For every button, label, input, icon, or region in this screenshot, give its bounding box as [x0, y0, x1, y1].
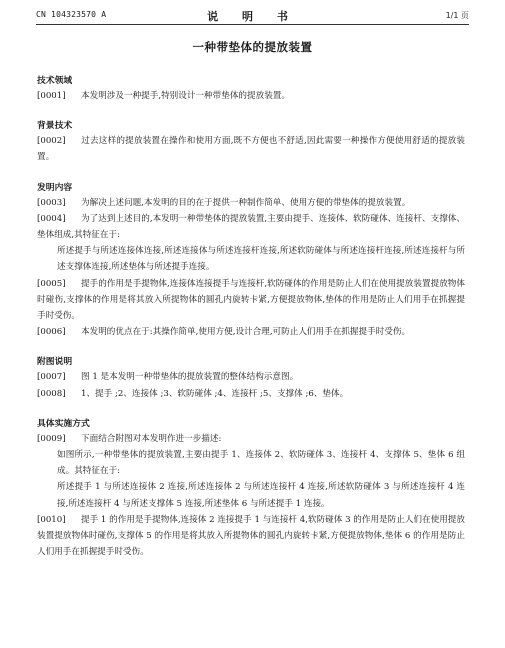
paragraph — [37, 133, 465, 165]
section-heading: 发明内容 — [37, 182, 73, 193]
paragraph — [37, 512, 465, 561]
paragraph — [37, 479, 465, 511]
paragraph-text: 为解决上述问题,本发明的目的在于提供一种制作简单、使用方便的带垫体的提放装置。 — [81, 197, 411, 208]
paragraph-number: [0007] — [37, 372, 66, 383]
paragraph-number: [0001] — [37, 91, 66, 101]
paragraph-number: [0008] — [37, 388, 66, 399]
paragraph-number: [0003] — [37, 197, 66, 208]
header-rule — [36, 24, 469, 25]
paragraph-text: 所述提手与所述连接体连接,所述连接体与所述连接杆连接,所述软防碰体与所述连接杆连接,所述连接杆与所述支撑体连接,所述垫体与所述提手连接。 — [57, 246, 465, 273]
section-heading: 背景技术 — [37, 121, 73, 132]
paragraph-number: [0009] — [37, 433, 66, 444]
document-title: 一种带垫体的提放装置 — [192, 40, 313, 54]
paragraph — [37, 447, 465, 479]
paragraph-number: [0010] — [37, 514, 66, 525]
paragraph-text: 1、提手 ;2、连接体 ;3、软防碰体 ;4、连接杆 ;5、支撑体 ;6、垫体。 — [81, 388, 349, 399]
section-heading: 附图说明 — [37, 357, 73, 368]
paragraph-text: 提手 1 的作用是手提物体,连接体 2 连接提手 1 与连接杆 4,软防碰体 3 的作用是防止人们在使用提放装置提放物体时碰伤,支撑体 5 的作用是将其放入所提物体的圆孔内旋转卡紧,方便提放物体,垫体 6 的作用是防止人们用手在抓握提手时受伤。 — [37, 514, 465, 558]
paragraph-text: 所述提手 1 与所述连接体 2 连接,所述连接体 2 与所述连接杆 4 连接,所述软防碰体 3 与所述连接杆 4 连接,所述连接杆 4 与所述支撑体 5 连接,所述垫体 6 与所述提手 1 连接。 — [57, 482, 465, 509]
page-header — [36, 8, 469, 22]
paragraph-text: 本发明的优点在于:其操作简单,使用方便,设计合理,可防止人们用手在抓握提手时受伤。 — [81, 327, 411, 338]
paragraph — [37, 88, 465, 104]
paragraph-number: [0002] — [37, 136, 66, 147]
paragraph — [37, 211, 465, 243]
paragraph-text: 下面结合附图对本发明作进一步描述: — [81, 433, 222, 444]
paragraph — [37, 431, 465, 447]
document-body — [37, 74, 465, 560]
document-type: 说 明 书 — [207, 10, 298, 23]
paragraph-text: 本发明涉及一种提手,特别设计一种带垫体的提放装置。 — [81, 91, 290, 101]
paragraph-text: 图 1 是本发明一种带垫体的提放装置的整体结构示意图。 — [81, 372, 299, 383]
paragraph — [37, 243, 465, 275]
paragraph — [37, 369, 465, 385]
paragraph-text: 过去这样的提放装置在操作和使用方面,既不方便也不舒适,因此需要一种操作方便使用舒适的提放装置。 — [37, 136, 465, 163]
paragraph-number: [0006] — [37, 327, 66, 338]
section-heading: 具体实施方式 — [37, 418, 90, 429]
paragraph — [37, 276, 465, 325]
section-heading: 技术领域 — [37, 76, 73, 86]
document-number: CN 104323570 A — [36, 10, 107, 19]
paragraph-text: 提手的作用是手提物体,连接体连接提手与连接杆,软防碰体的作用是防止人们在使用提放装置提放物体时碰伤,支撑体的作用是将其放入所提物体的圆孔内旋转卡紧,方便提放物体,垫体的作用是防止人们用手在抓握提手时受伤。 — [37, 278, 465, 322]
paragraph — [37, 324, 465, 340]
paragraph-number: [0004] — [37, 213, 66, 224]
paragraph — [37, 195, 465, 211]
paragraph-text: 如图所示,一种带垫体的提放装置,主要由提手 1、连接体 2、软防碰体 3、连接杆 4、支撑体 5、垫体 6 组成。其特征在于: — [57, 450, 465, 477]
paragraph-number: [0005] — [37, 278, 66, 289]
paragraph — [37, 386, 465, 402]
paragraph-text: 为了达到上述目的,本发明一种带垫体的提放装置,主要由提手、连接体、软防碰体、连接杆、支撑体、垫体组成,其特征在于: — [37, 213, 465, 241]
page-number: 1/1 页 — [445, 11, 469, 20]
